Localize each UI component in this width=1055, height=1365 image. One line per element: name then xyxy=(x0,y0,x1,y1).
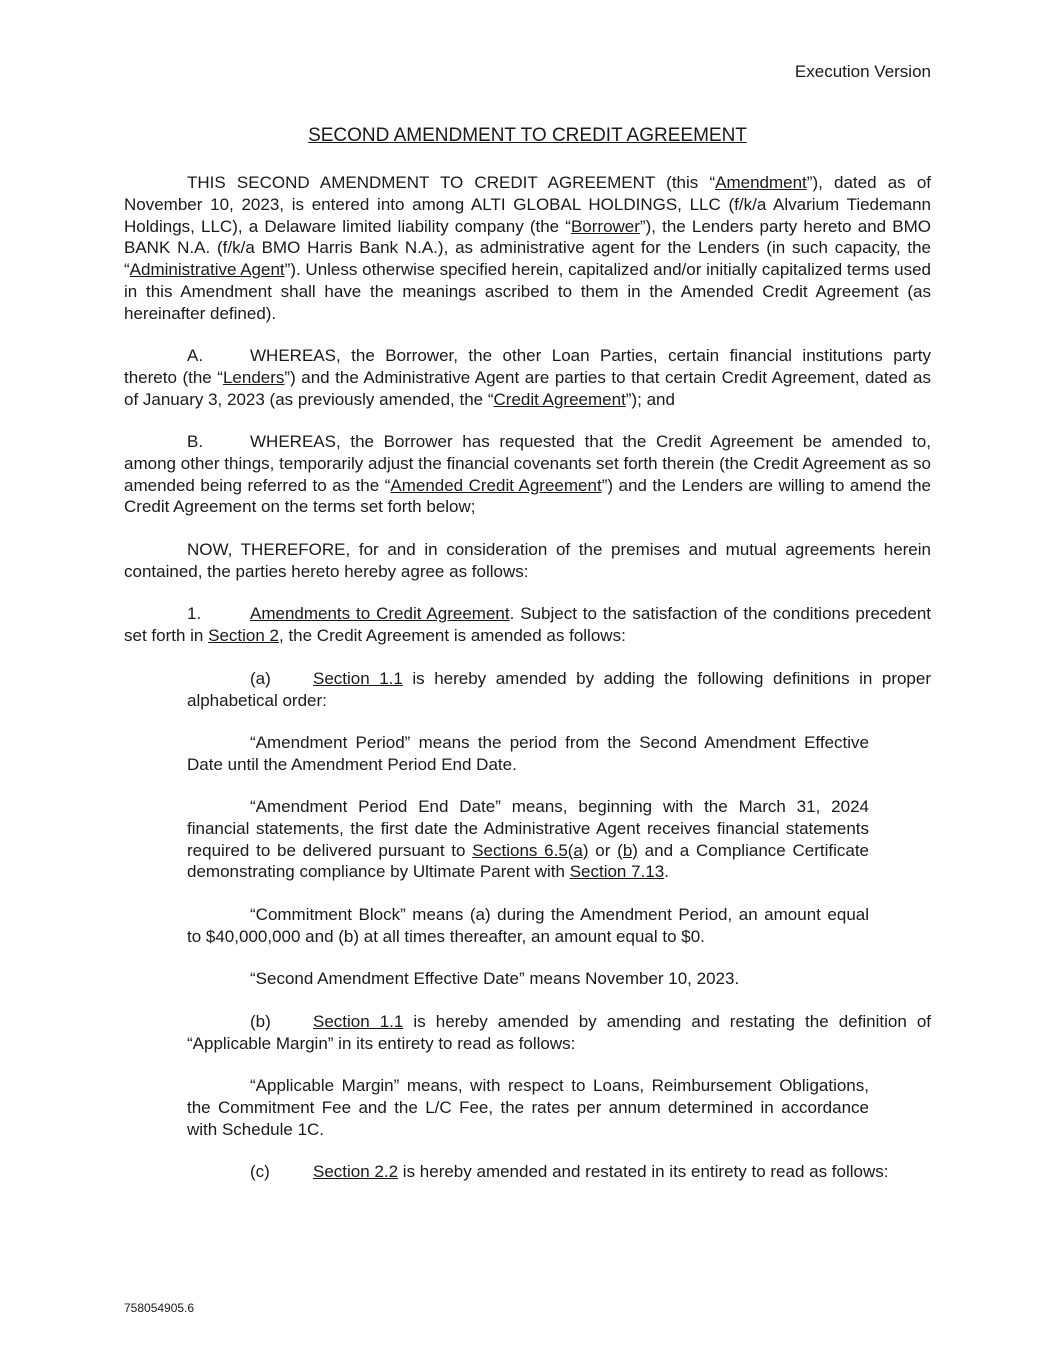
defined-term-borrower: Borrower xyxy=(570,216,640,236)
execution-version-label: Execution Version xyxy=(794,62,931,81)
recital-b: B. WHEREAS, the Borrower has requested that the Credit Agreement be amended to, among other things, temporarily adjust the financial covenants set forth therein (the Credit Agreement as so amended being referred to as the “Amended Credit Agreement”) and the Lenders are willing to amend the Credit Agreement on the terms set forth below; xyxy=(124,432,931,517)
definition-commitment-block: “Commitment Block” means (a) during the Amendment Period, an amount equal to $40,000,000 and (b) at all times thereafter, an amount equal to $0. xyxy=(187,905,869,946)
item-c-section-reference: Section 2.2 xyxy=(313,1162,399,1181)
item-c-label: (c) xyxy=(250,1162,270,1181)
item-b-paragraph: (b) Section 1.1 is hereby amended by amending and restating the definition of “Applicable Margin” in its entirety to read as follows: xyxy=(187,1012,931,1053)
item-a-section-reference: Section 1.1 xyxy=(313,669,403,688)
defined-term-credit-agreement: Credit Agreement xyxy=(493,389,626,409)
document-id-footer: 758054905.6 xyxy=(124,1301,195,1315)
intro-paragraph: THIS SECOND AMENDMENT TO CREDIT AGREEMENT (this “Amendment”), dated as of November 10, 2023, is entered into among ALTI GLOBAL HOLDINGS, LLC (f/k/a Alvarium Tiedemann Holdings, LLC), a Delaware limited liability company (the “Borrower”), the Lenders party hereto and BMO BANK N.A. (f/k/a BMO Harris Bank N.A.), as administrative agent for the Lenders (in such capacity, the “Administrative Agent”). Unless otherwise specified herein, capitalized and/or initially capitalized terms used in this Amendment shall have the meanings ascribed to them in the Amended Credit Agreement (as hereinafter defined). xyxy=(124,173,932,323)
section-1-number: 1. xyxy=(187,604,202,623)
section-2-reference: Section 2 xyxy=(208,625,279,645)
item-a-paragraph: (a) Section 1.1 is hereby amended by adding the following definitions in proper alphabetical order: xyxy=(187,669,931,710)
now-therefore-paragraph: NOW, THEREFORE, for and in consideration of the premises and mutual agreements herein contained, the parties hereto hereby agree as follows: xyxy=(124,540,931,581)
recital-a: A. WHEREAS, the Borrower, the other Loan Parties, certain financial institutions party thereto (the “Lenders”) and the Administrative Agent are parties to that certain Credit Agreement, dated as of January 3, 2023 (as previously amended, the “Credit Agreement”); and xyxy=(124,346,932,409)
item-b-section-reference: Section 1.1 xyxy=(313,1012,404,1031)
defined-term-amendment: Amendment xyxy=(715,173,807,192)
recital-b-label: B. xyxy=(187,432,204,451)
sections-6-5-a-reference: Sections 6.5(a) xyxy=(472,840,589,860)
defined-term-amended-credit-agreement: Amended Credit Agreement xyxy=(390,475,602,495)
definition-amendment-period-end-date: “Amendment Period End Date” means, beginning with the March 31, 2024 financial statements, the first date the Administrative Agent receives financial statements required to be delivered pursuant to Sections 6.5(a) or (b) and a Compliance Certificate demonstrating compliance by Ultimate Parent with Section 7.13. xyxy=(187,797,869,882)
section-1-heading: Amendments to Credit Agreement xyxy=(250,604,510,623)
defined-term-lenders: Lenders xyxy=(222,367,285,387)
document-title: SECOND AMENDMENT TO CREDIT AGREEMENT xyxy=(308,125,747,146)
definition-amendment-period: “Amendment Period” means the period from the Second Amendment Effective Date until the Amendment Period End Date. xyxy=(187,733,869,774)
defined-term-administrative-agent: Administrative Agent xyxy=(129,260,285,280)
section-b-reference: (b) xyxy=(617,840,638,860)
section-7-13-reference: Section 7.13 xyxy=(569,862,665,882)
recital-a-label: A. xyxy=(187,346,204,365)
item-c-paragraph: (c) Section 2.2 is hereby amended and restated in its entirety to read as follows: xyxy=(250,1162,889,1181)
item-a-label: (a) xyxy=(250,669,271,688)
definition-applicable-margin: “Applicable Margin” means, with respect to Loans, Reimbursement Obligations, the Commitment Fee and the L/C Fee, the rates per annum determined in accordance with Schedule 1C. xyxy=(187,1076,869,1139)
section-1-paragraph: 1. Amendments to Credit Agreement. Subject to the satisfaction of the conditions precedent set forth in Section 2, the Credit Agreement is amended as follows: xyxy=(124,604,931,645)
definition-second-amendment-effective-date: “Second Amendment Effective Date” means November 10, 2023. xyxy=(250,969,740,988)
item-b-label: (b) xyxy=(250,1012,271,1031)
